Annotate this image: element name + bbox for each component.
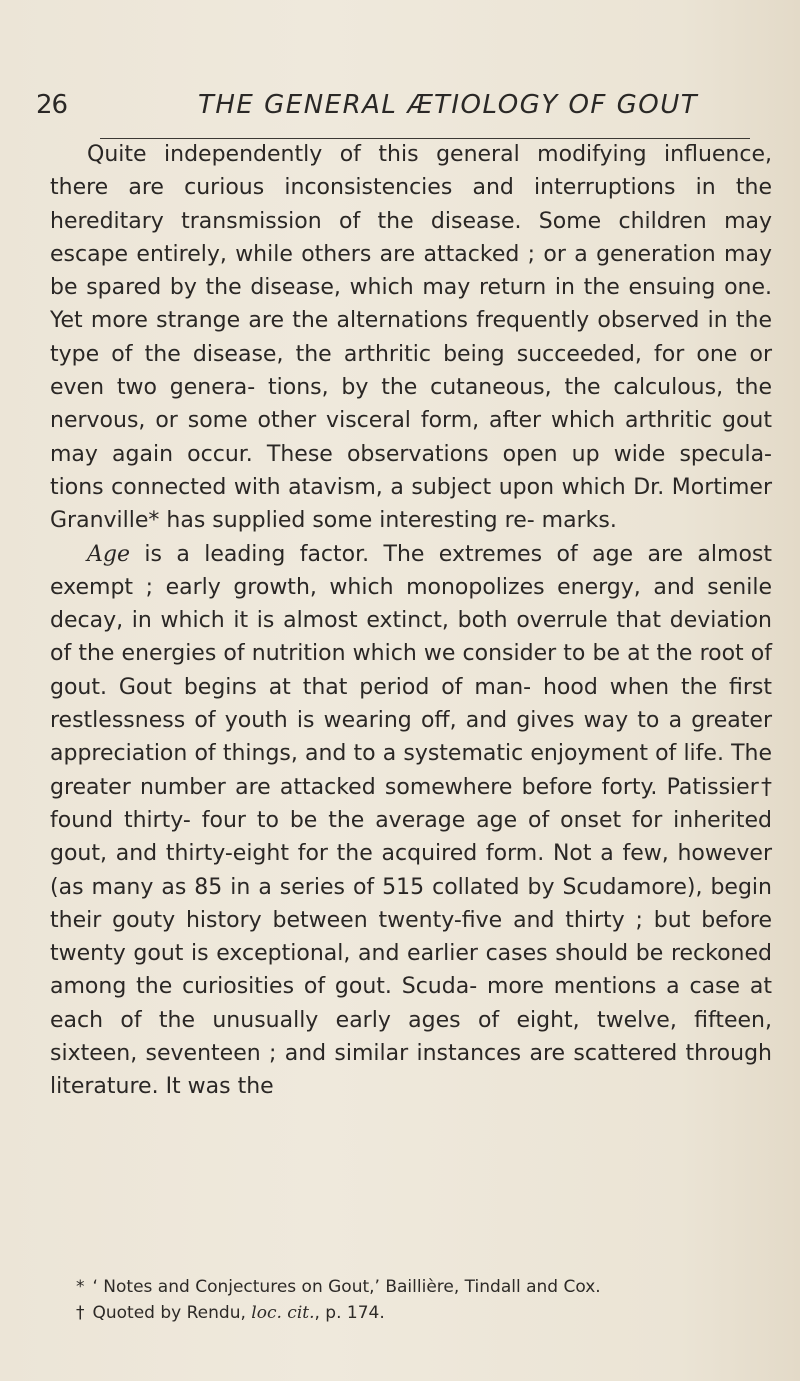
running-title: THE GENERAL ÆTIOLOGY OF GOUT: [198, 90, 699, 120]
paragraph-2-lead: Age: [87, 541, 130, 567]
footnote-2-text-italic: loc. cit.: [251, 1303, 315, 1323]
body-text: [50, 138, 772, 1104]
footnote-2-text-after: , p. 174.: [314, 1303, 385, 1323]
footnotes: [76, 1274, 766, 1326]
page-header: [36, 90, 756, 130]
footnote-1-mark: *: [76, 1277, 85, 1297]
footnote-1-text: ‘ Notes and Conjectures on Gout,’ Baillière, Tindall and Cox.: [92, 1277, 601, 1297]
footnote-2-text-before: Quoted by Rendu,: [92, 1303, 252, 1323]
footnote-2: [76, 1300, 766, 1326]
paragraph-2: [50, 538, 772, 1104]
paragraph-1: Quite independently of this general modifying influence, there are curious inconsistencies and interruptions in the hereditary transmission of the disease. Some children may escape entirely, while others are attacked ; or a generation may be spared by the disease, which may return in the ensuing one. Yet more strange are the alternations frequently observed in the type of the disease, the arthritic being succeeded, for one or even two genera- tions, by the cutaneous, the calculous, the nervous, or some other visceral form, after which arthritic gout may again occur. These observations open up wide specula- tions connected with atavism, a subject upon which Dr. Mortimer Granville* has supplied some interesting re- marks.: [50, 142, 772, 534]
footnote-1: [76, 1274, 766, 1300]
footnote-2-mark: †: [76, 1303, 85, 1323]
paragraph-2-text: is a leading factor. The extremes of age are almost exempt ; early growth, which monopolizes energy, and senile decay, in which it is almost extinct, both overrule that deviation of the energies of nutrition which we consider to be at the root of gout. Gout begins at that period of man- hood when the first restlessness of youth is wearing off, and gives way to a greater appreciation of things, and to a systematic enjoyment of life. The greater number are attacked somewhere before forty. Patissier† found thirty- four to be the average age of onset for inherited gout, and thirty-eight for the acquired form. Not a few, however (as many as 85 in a series of 515 collated by Scudamore), begin their gouty history between twenty-five and thirty ; but before twenty gout is exceptional, and earlier cases should be reckoned among the curiosities of gout. Scuda- more mentions a case at each of the unusually early ages of eight, twelve, fifteen, sixteen, seventeen ; and similar instances are scattered through literature. It was the: [50, 541, 772, 1100]
page-number: 26: [36, 90, 68, 120]
